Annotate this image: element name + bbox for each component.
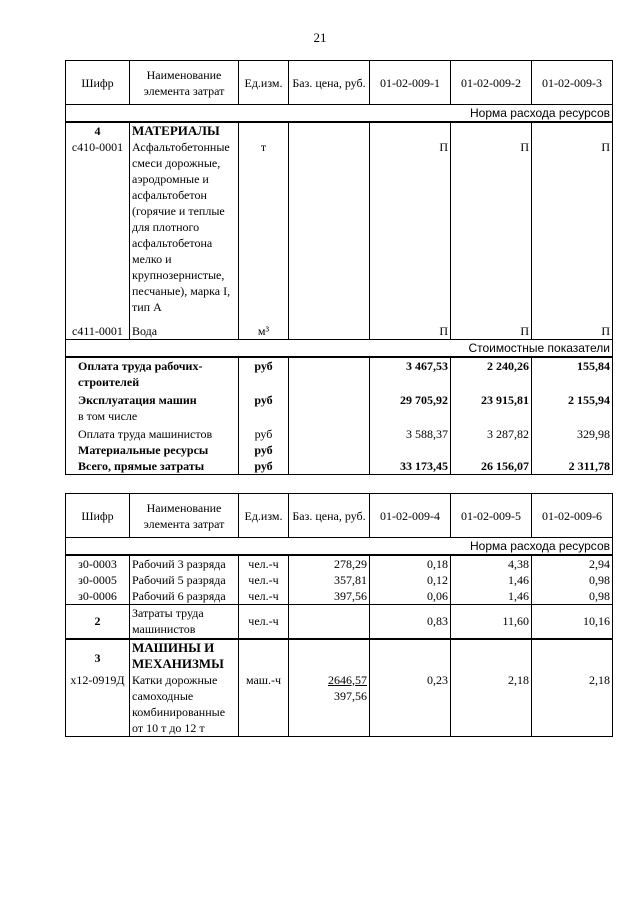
materials-price-cell [289,122,370,340]
cost-value: 3 287,82 [487,427,529,441]
section-cost-label: Стоимостные показатели [66,340,613,358]
cost-value: 23 915,81 [481,393,529,407]
cost-value: 155,84 [577,359,610,373]
worker-value: 0,18 [427,557,448,571]
labor-name: машинистов [132,622,196,636]
machines-code-cell [66,639,130,737]
machine-line: от 10 т до 12 т [132,720,205,735]
cost-unit: руб [254,359,273,373]
asphalt-line: мелко и [132,252,172,266]
water-code: с411-0001 [72,324,123,338]
machine-line: Катки дорожные [132,672,218,687]
cost-name: Оплата труда машинистов [78,427,213,441]
worker-unit: чел.-ч [248,557,279,571]
resource-table-1 [65,60,613,475]
cost-name: Оплата труда рабочих- [78,359,203,373]
cost-name: Материальные ресурсы [78,443,209,457]
worker-unit: чел.-ч [248,573,279,587]
header-unit: Ед.изм. [239,61,289,105]
machines-col-3 [532,639,613,737]
header-code: Шифр [66,494,130,538]
cost-unit: руб [254,443,273,457]
worker-price: 397,56 [334,589,367,603]
machines-col-2 [451,639,532,737]
labor-value: 0,83 [370,605,451,639]
asphalt-line: (горячие и теплые [132,204,225,218]
table-header-row [66,61,613,105]
header-col-2: 01-02-009-2 [451,61,532,105]
machines-title: МЕХАНИЗМЫ [132,655,224,671]
worker-value: 0,98 [589,573,610,587]
labor-name-cell [130,605,239,639]
cost-unit: руб [254,427,273,441]
header-unit: Ед.изм. [239,494,289,538]
header-col-1: 01-02-009-1 [370,61,451,105]
machine-value: 0,23 [427,672,448,687]
cost-units-cell [239,357,289,475]
asphalt-code: с410-0001 [71,140,124,154]
machines-col-1 [370,639,451,737]
asphalt-line: асфальтобетон [132,188,207,202]
machines-title: МАШИНЫ И [132,639,215,655]
worker-value: 2,94 [589,557,610,571]
labor-code: 2 [66,605,130,639]
page-number: 21 [313,30,327,45]
labor-name: Затраты труда [132,606,204,620]
worker-value: 4,38 [508,557,529,571]
header-col-1: 01-02-009-4 [370,494,451,538]
worker-name: Рабочий 5 разряда [132,573,226,587]
cost-unit: руб [254,459,273,473]
asphalt-line: асфальтобетона [132,236,213,250]
header-name: Наименование элемента затрат [130,61,239,105]
worker-code: з0-0005 [78,573,117,587]
water-unit: м³ [257,324,270,338]
asphalt-line: для плотного [132,220,200,234]
machine-line: самоходные [132,688,194,703]
workers-code-cell [66,555,130,605]
cost-name: Всего, прямые затраты [78,459,205,473]
cost-value: 2 311,78 [568,459,610,473]
materials-col-1 [370,122,451,340]
section-norm-label: Норма расхода ресурсов [66,105,613,123]
header-col-3: 01-02-009-3 [532,61,613,105]
workers-col-3 [532,555,613,605]
cost-name: в том числе [78,409,138,423]
machine-price-labor: 397,56 [334,688,367,703]
workers-name-cell [130,555,239,605]
materials-col-2 [451,122,532,340]
cost-col-3 [532,357,613,475]
worker-price: 357,81 [334,573,367,587]
worker-unit: чел.-ч [248,589,279,603]
materials-name-cell [130,122,239,340]
machine-value: 2,18 [508,672,529,687]
machines-group-code: 3 [94,650,101,665]
labor-value: 11,60 [451,605,532,639]
asphalt-line: аэродромные и [132,172,209,186]
workers-col-1 [370,555,451,605]
asphalt-unit: т [260,140,267,154]
cost-block-row [66,357,613,475]
worker-price: 278,29 [334,557,367,571]
materials-row [66,122,613,340]
cost-value: 2 240,26 [487,359,529,373]
cost-col-2 [451,357,532,475]
group-code: 4 [94,124,101,138]
machine-value: 2,18 [589,672,610,687]
cost-names-cell [66,357,239,475]
water-value: П [520,324,529,338]
water-value: П [439,324,448,338]
cost-value: 33 173,45 [400,459,448,473]
water-value: П [601,324,610,338]
group-title: МАТЕРИАЛЫ [132,123,220,138]
section-cost-row [66,340,613,358]
workers-block-row [66,555,613,605]
asphalt-line: тип А [132,300,162,314]
asphalt-line: смеси дорожные, [132,156,221,170]
labor-row [66,605,613,639]
header-name: Наименование элемента затрат [130,494,239,538]
cost-value: 3 588,37 [406,427,448,441]
cost-value: 329,98 [577,427,610,441]
labor-value: 10,16 [532,605,613,639]
section-norm-label: Норма расхода ресурсов [66,538,613,556]
cost-name: строителей [78,375,140,389]
asphalt-value: П [520,140,529,154]
cost-value: 26 156,07 [481,459,529,473]
asphalt-line: крупнозернистые, [132,268,225,282]
worker-code: з0-0003 [78,557,117,571]
header-price: Баз. цена, руб. [289,61,370,105]
table-header-row [66,494,613,538]
section-norm-row [66,105,613,123]
machines-unit-cell [239,639,289,737]
cost-value: 3 467,53 [406,359,448,373]
worker-value: 0,12 [427,573,448,587]
worker-name: Рабочий 6 разряда [132,589,226,603]
labor-unit: чел.-ч [239,605,289,639]
header-code: Шифр [66,61,130,105]
cost-unit: руб [254,393,273,407]
machines-name-cell [130,639,239,737]
materials-code-cell [66,122,130,340]
materials-unit-cell [239,122,289,340]
workers-col-2 [451,555,532,605]
workers-unit-cell [239,555,289,605]
materials-col-3 [532,122,613,340]
machines-row [66,639,613,737]
worker-value: 0,98 [589,589,610,603]
asphalt-value: П [601,140,610,154]
labor-price [289,605,370,639]
water-name: Вода [132,324,158,338]
machine-code: х12-0919Д [70,672,125,687]
worker-value: 1,46 [508,589,529,603]
cost-col-1 [370,357,451,475]
cost-value: 29 705,92 [400,393,448,407]
worker-code: з0-0006 [78,589,117,603]
worker-value: 0,06 [427,589,448,603]
asphalt-line: песчаные), марка I, [132,284,231,298]
section-norm-row [66,538,613,556]
worker-value: 1,46 [508,573,529,587]
machine-line: комбинированные [132,704,226,719]
machines-price-cell [289,639,370,737]
cost-value: 2 155,94 [568,393,610,407]
header-col-2: 01-02-009-5 [451,494,532,538]
cost-price-cell [289,357,370,475]
machine-price: 2646,57 [328,672,367,687]
header-col-3: 01-02-009-6 [532,494,613,538]
asphalt-value: П [439,140,448,154]
cost-name: Эксплуатация машин [78,393,197,407]
workers-price-cell [289,555,370,605]
worker-name: Рабочий 3 разряда [132,557,226,571]
header-price: Баз. цена, руб. [289,494,370,538]
resource-table-2 [65,493,613,737]
machine-unit: маш.-ч [245,672,282,687]
asphalt-line: Асфальтобетонные [132,140,230,154]
